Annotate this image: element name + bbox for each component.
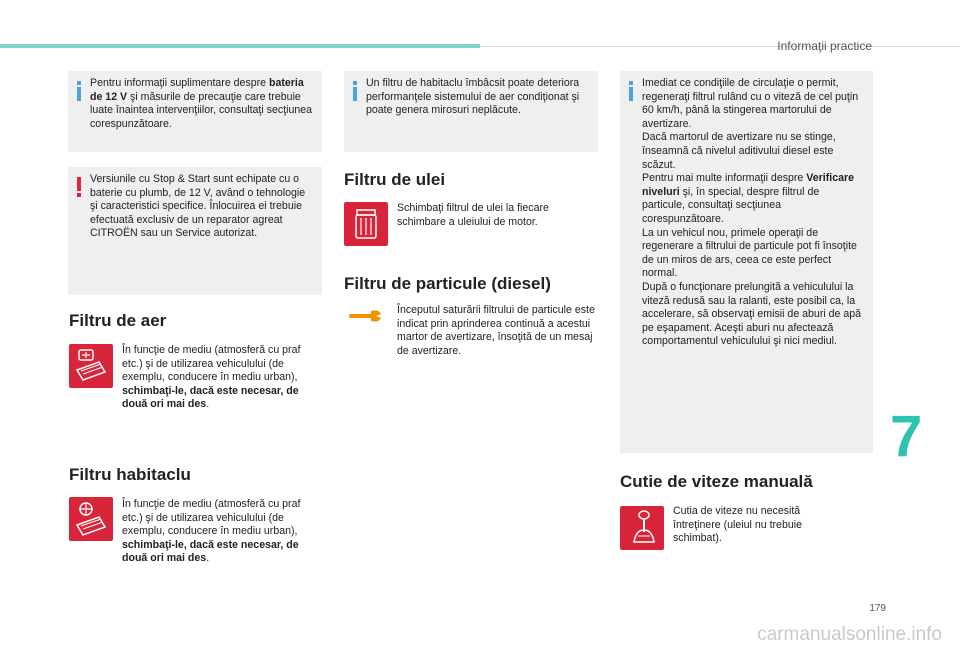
regeneration-paragraph-2: Dacă martorul de avertizare nu se stinge, înseamnă că nivelul aditivului diesel este scăzut. [642, 131, 836, 171]
regeneration-paragraph-4: La un vehicul nou, primele operaţii de regenerare a filtrului de particule pot fi însoţite de un miros de ars, ceea ce este perfect normal. [642, 226, 857, 280]
chapter-number: 7 [890, 404, 923, 469]
heading-cabin-filter: Filtru habitaclu [69, 465, 191, 484]
page-number: 179 [869, 603, 886, 614]
cabin-filter-text: În funcţie de mediu (atmosferă cu praf etc.) şi de utilizarea vehiculului (de exemplu, conducere în mediu urban), schimbaţi-le, dacă este necesar, de două ori mai des. [122, 498, 301, 565]
oil-filter-text: Schimbaţi filtrul de ulei la fiecare schimbare a uleiului de motor. [397, 202, 549, 228]
info-text-regeneration [642, 77, 865, 349]
cabin-filter-icon [69, 497, 113, 541]
warning-box-stop-start [68, 167, 322, 295]
air-filter-text: În funcţie de mediu (atmosferă cu praf etc.) şi de utilizarea vehiculului (de exemplu, conducere în mediu urban), schimbaţi-le, dacă este necesar, de două ori mai des. [122, 344, 301, 411]
header-accent-bar [0, 44, 480, 48]
info-box-battery [68, 71, 322, 152]
info-box-cabin-filter [344, 71, 598, 152]
warning-text-stop-start: Versiunile cu Stop & Start sunt echipate cu o baterie cu plumb, de 12 V, având o tehnologie şi caracteristici specifice. Înlocuirea ei trebuie efectuată exclusiv de un reparator agreat CITROËN sau un Service autorizat. [90, 173, 306, 240]
page-section-title: Informaţii practice [777, 39, 872, 53]
header-divider [480, 46, 960, 47]
regeneration-paragraph-3: Pentru mai multe informaţii despre Verificare niveluri şi, în special, despre filtrul de particule, consultaţi secţiunea corespunzătoare. [642, 172, 854, 225]
oil-filter-icon [344, 202, 388, 246]
air-filter-icon [69, 344, 113, 388]
heading-particle-filter: Filtru de particule (diesel) [344, 274, 551, 293]
gearbox-icon [620, 506, 664, 550]
gearbox-text: Cutia de viteze nu necesită întreţinere (uleiul nu trebuie schimbat). [673, 505, 802, 545]
info-box-regeneration [620, 71, 873, 453]
wrench-icon [349, 308, 383, 324]
warning-icon [77, 177, 81, 197]
info-text-cabin-filter: Un filtru de habitaclu îmbâcsit poate deteriora performanţele sistemului de aer condiţionat şi poate genera mirosuri neplăcute. [366, 77, 580, 117]
info-icon [353, 81, 357, 101]
heading-oil-filter: Filtru de ulei [344, 170, 446, 189]
info-icon [77, 81, 81, 101]
regeneration-paragraph-5: După o funcţionare prelungită a vehiculului la viteză redusă sau la ralanti, este posibil ca, la accelerare, să observaţi emisii de aburi de apă pe eşapament. Aceşti aburi nu afectează comportamentul vehiculului şi nici mediul. [642, 280, 862, 348]
watermark: carmanualsonline.info [757, 624, 942, 645]
particle-filter-text: Începutul saturării filtrului de particule este indicat prin aprinderea continuă a acestui martor de avertizare, însoţită de un mesaj de avertizare. [397, 304, 595, 357]
regeneration-paragraph-1: Imediat ce condiţiile de circulaţie o permit, regeneraţi filtrul rulând cu o viteză de cel puţin 60 km/h, până la stingerea martorului de avertizare. [642, 77, 859, 130]
heading-manual-gearbox: Cutie de viteze manuală [620, 472, 813, 491]
heading-air-filter: Filtru de aer [69, 311, 167, 330]
info-text-battery: Pentru informaţii suplimentare despre bateria de 12 V şi măsurile de precauţie care trebuie luate înaintea intervenţiilor, consultaţi secţiunea corespunzătoare. [90, 77, 313, 130]
info-icon [629, 81, 633, 101]
